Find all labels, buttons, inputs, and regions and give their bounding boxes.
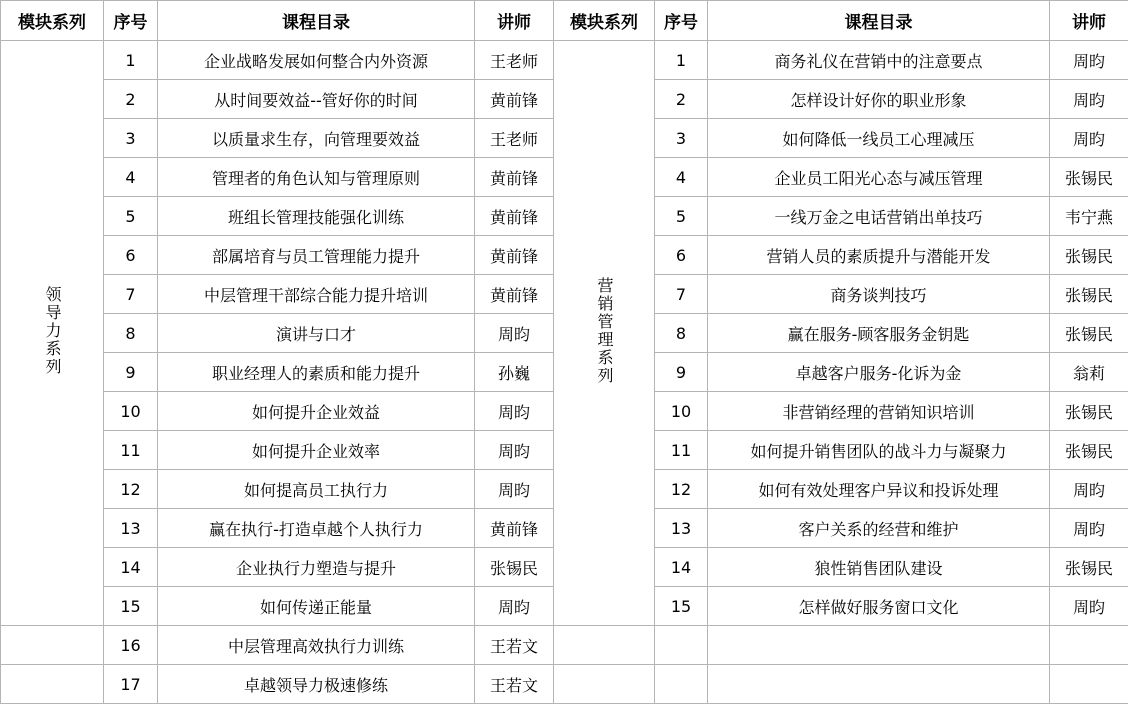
lecturer-cell[interactable]: 黄前锋: [475, 158, 554, 197]
course-cell[interactable]: 商务礼仪在营销中的注意要点: [708, 41, 1050, 80]
course-cell[interactable]: 中层管理干部综合能力提升培训: [158, 275, 475, 314]
index-cell[interactable]: 6: [104, 236, 158, 275]
index-cell[interactable]: 1: [104, 41, 158, 80]
index-cell[interactable]: 2: [655, 80, 708, 119]
index-cell[interactable]: 12: [104, 470, 158, 509]
lecturer-cell[interactable]: 王若文: [475, 665, 554, 704]
module-cell-marketing-label: 营销管理系列: [595, 277, 614, 385]
course-cell[interactable]: 非营销经理的营销知识培训: [708, 392, 1050, 431]
lecturer-cell[interactable]: 周昀: [1050, 509, 1128, 548]
index-cell[interactable]: 3: [655, 119, 708, 158]
course-cell[interactable]: 一线万金之电话营销出单技巧: [708, 197, 1050, 236]
course-cell[interactable]: 管理者的角色认知与管理原则: [158, 158, 475, 197]
lecturer-cell[interactable]: 周昀: [1050, 119, 1128, 158]
table-row: [1, 626, 1128, 665]
table-row: [1, 665, 1128, 704]
header-module-left[interactable]: 模块系列: [1, 1, 104, 41]
header-index-left[interactable]: 序号: [104, 1, 158, 41]
index-cell[interactable]: 4: [655, 158, 708, 197]
course-cell[interactable]: 赢在执行-打造卓越个人执行力: [158, 509, 475, 548]
lecturer-cell[interactable]: 张锡民: [1050, 548, 1128, 587]
index-cell[interactable]: 7: [104, 275, 158, 314]
index-cell[interactable]: 11: [104, 431, 158, 470]
course-cell-blank[interactable]: [708, 626, 1050, 665]
header-index-right[interactable]: 序号: [655, 1, 708, 41]
header-row: [1, 1, 1128, 41]
course-cell[interactable]: 如何提高员工执行力: [158, 470, 475, 509]
module-cell-marketing[interactable]: [554, 41, 655, 626]
course-cell[interactable]: 班组长管理技能强化训练: [158, 197, 475, 236]
module-cell-blank[interactable]: [1, 626, 104, 665]
lecturer-cell[interactable]: 王若文: [475, 626, 554, 665]
lecturer-cell[interactable]: 黄前锋: [475, 80, 554, 119]
header-lecturer-right[interactable]: 讲师: [1050, 1, 1128, 41]
course-cell[interactable]: 卓越客户服务-化诉为金: [708, 353, 1050, 392]
index-cell[interactable]: 14: [104, 548, 158, 587]
course-cell-blank[interactable]: [708, 665, 1050, 704]
lecturer-cell[interactable]: 张锡民: [1050, 431, 1128, 470]
index-cell[interactable]: 12: [655, 470, 708, 509]
index-cell[interactable]: 13: [655, 509, 708, 548]
lecturer-cell[interactable]: 张锡民: [1050, 158, 1128, 197]
index-cell[interactable]: 16: [104, 626, 158, 665]
module-cell-blank[interactable]: [554, 626, 655, 665]
lecturer-cell[interactable]: 韦宁燕: [1050, 197, 1128, 236]
course-cell[interactable]: 从时间要效益--管好你的时间: [158, 80, 475, 119]
header-lecturer-left[interactable]: 讲师: [475, 1, 554, 41]
index-cell[interactable]: 17: [104, 665, 158, 704]
course-cell[interactable]: 如何传递正能量: [158, 587, 475, 626]
course-cell[interactable]: 如何降低一线员工心理减压: [708, 119, 1050, 158]
index-cell-blank[interactable]: [655, 626, 708, 665]
lecturer-cell[interactable]: 周昀: [475, 431, 554, 470]
index-cell[interactable]: 9: [655, 353, 708, 392]
index-cell[interactable]: 7: [655, 275, 708, 314]
header-course-left[interactable]: 课程目录: [158, 1, 475, 41]
lecturer-cell[interactable]: 黄前锋: [475, 236, 554, 275]
lecturer-cell[interactable]: 张锡民: [1050, 275, 1128, 314]
course-cell[interactable]: 怎样做好服务窗口文化: [708, 587, 1050, 626]
lecturer-cell[interactable]: 黄前锋: [475, 509, 554, 548]
index-cell[interactable]: 11: [655, 431, 708, 470]
index-cell[interactable]: 15: [104, 587, 158, 626]
course-cell[interactable]: 职业经理人的素质和能力提升: [158, 353, 475, 392]
lecturer-cell[interactable]: 张锡民: [1050, 236, 1128, 275]
lecturer-cell[interactable]: 张锡民: [475, 548, 554, 587]
header-module-right[interactable]: 模块系列: [554, 1, 655, 41]
lecturer-cell[interactable]: 黄前锋: [475, 197, 554, 236]
index-cell[interactable]: 5: [104, 197, 158, 236]
table-row: [1, 41, 1128, 80]
course-cell[interactable]: 狼性销售团队建设: [708, 548, 1050, 587]
index-cell[interactable]: 3: [104, 119, 158, 158]
index-cell[interactable]: 8: [655, 314, 708, 353]
module-cell-blank[interactable]: [1, 665, 104, 704]
index-cell-blank[interactable]: [655, 665, 708, 704]
index-cell[interactable]: 10: [655, 392, 708, 431]
course-cell[interactable]: 如何提升企业效率: [158, 431, 475, 470]
lecturer-cell[interactable]: 周昀: [475, 587, 554, 626]
lecturer-cell[interactable]: 周昀: [1050, 470, 1128, 509]
course-cell[interactable]: 如何有效处理客户异议和投诉处理: [708, 470, 1050, 509]
lecturer-cell[interactable]: 张锡民: [1050, 392, 1128, 431]
course-cell[interactable]: 怎样设计好你的职业形象: [708, 80, 1050, 119]
course-cell[interactable]: 商务谈判技巧: [708, 275, 1050, 314]
table-body: [1, 1, 1128, 704]
index-cell[interactable]: 6: [655, 236, 708, 275]
course-cell[interactable]: 企业战略发展如何整合内外资源: [158, 41, 475, 80]
lecturer-cell-blank[interactable]: [1050, 665, 1128, 704]
index-cell[interactable]: 1: [655, 41, 708, 80]
course-cell[interactable]: 营销人员的素质提升与潜能开发: [708, 236, 1050, 275]
course-cell[interactable]: 赢在服务-顾客服务金钥匙: [708, 314, 1050, 353]
header-course-right[interactable]: 课程目录: [708, 1, 1050, 41]
module-cell-leadership-label: 领导力系列: [43, 286, 62, 376]
lecturer-cell-blank[interactable]: [1050, 626, 1128, 665]
course-cell[interactable]: 如何提升企业效益: [158, 392, 475, 431]
course-cell[interactable]: 中层管理高效执行力训练: [158, 626, 475, 665]
module-cell-blank[interactable]: [554, 665, 655, 704]
index-cell[interactable]: 2: [104, 80, 158, 119]
index-cell[interactable]: 4: [104, 158, 158, 197]
lecturer-cell[interactable]: 王老师: [475, 41, 554, 80]
lecturer-cell[interactable]: 周昀: [475, 470, 554, 509]
course-cell[interactable]: 客户关系的经营和维护: [708, 509, 1050, 548]
index-cell[interactable]: 10: [104, 392, 158, 431]
index-cell[interactable]: 9: [104, 353, 158, 392]
lecturer-cell[interactable]: 周昀: [475, 314, 554, 353]
course-cell[interactable]: 以质量求生存，向管理要效益: [158, 119, 475, 158]
index-cell[interactable]: 14: [655, 548, 708, 587]
course-cell[interactable]: 如何提升销售团队的战斗力与凝聚力: [708, 431, 1050, 470]
lecturer-cell[interactable]: 翁莉: [1050, 353, 1128, 392]
course-cell[interactable]: 企业员工阳光心态与减压管理: [708, 158, 1050, 197]
index-cell[interactable]: 8: [104, 314, 158, 353]
module-cell-leadership[interactable]: [1, 41, 104, 626]
course-cell[interactable]: 企业执行力塑造与提升: [158, 548, 475, 587]
lecturer-cell[interactable]: 周昀: [1050, 587, 1128, 626]
lecturer-cell[interactable]: 周昀: [1050, 80, 1128, 119]
course-cell[interactable]: 演讲与口才: [158, 314, 475, 353]
course-cell[interactable]: 卓越领导力极速修练: [158, 665, 475, 704]
course-cell[interactable]: 部属培育与员工管理能力提升: [158, 236, 475, 275]
lecturer-cell[interactable]: 周昀: [475, 392, 554, 431]
lecturer-cell[interactable]: 黄前锋: [475, 275, 554, 314]
lecturer-cell[interactable]: 孙巍: [475, 353, 554, 392]
index-cell[interactable]: 13: [104, 509, 158, 548]
index-cell[interactable]: 15: [655, 587, 708, 626]
lecturer-cell[interactable]: 王老师: [475, 119, 554, 158]
lecturer-cell[interactable]: 张锡民: [1050, 314, 1128, 353]
lecturer-cell[interactable]: 周昀: [1050, 41, 1128, 80]
index-cell[interactable]: 5: [655, 197, 708, 236]
